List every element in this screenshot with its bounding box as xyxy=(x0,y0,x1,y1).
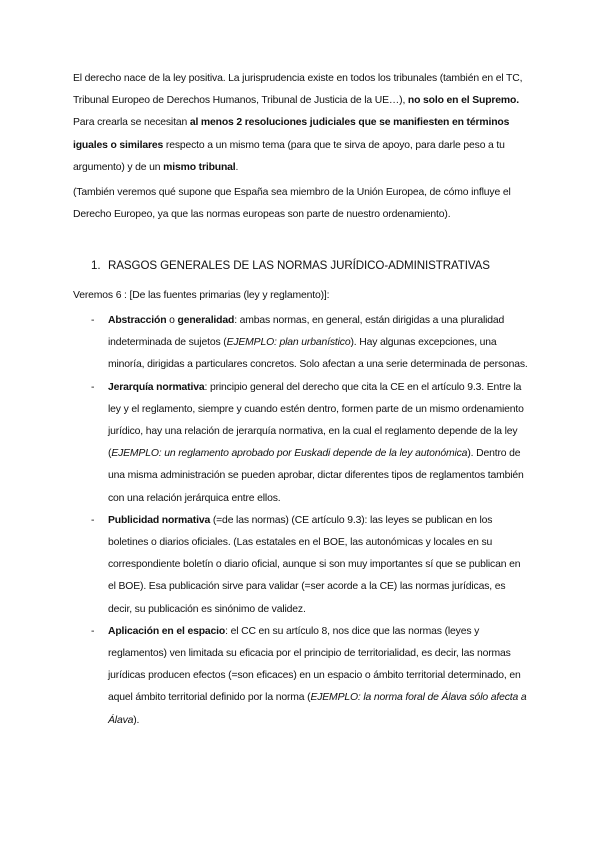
list-intro: Veremos 6 : [De las fuentes primarias (ley y reglamento)]: xyxy=(73,290,330,301)
bullet-dash: - xyxy=(91,514,95,526)
bold-run: Publicidad normativa xyxy=(108,514,211,526)
italic-run: EJEMPLO: un reglamento aprobado por Euskadi depende de la ley autonómica xyxy=(111,448,468,460)
bullet-list xyxy=(0,310,600,732)
text-run: respecto a un mismo tema (para que te sirva de apoyo, para darle peso a tu argumento) y de un xyxy=(73,139,505,173)
text-run: o xyxy=(166,315,178,326)
text-run: : principio general del derecho que cita la CE en el artículo 9.3. Entre la ley y el reglamento, siempre y cuando estén dentro, formen parte de un mismo ordenamiento jurídico, hay una relación de jerarquía normativa, en la cual el reglamento depende de la ley ( xyxy=(108,381,524,460)
text-run: . xyxy=(235,161,239,173)
bold-run: Abstracción xyxy=(108,315,167,326)
bold-run: mismo tribunal xyxy=(163,161,236,173)
italic-run: EJEMPLO: plan urbanístico xyxy=(226,337,351,349)
bullet-dash: - xyxy=(91,315,95,326)
paragraph-union-europea: (También veremos qué supone que España sea miembro de la Unión Europea, de cómo influye el Derecho Europeo, ya que las normas europeas son parte de nuestro ordenamiento). xyxy=(73,187,511,221)
section-number: 1. xyxy=(91,259,101,272)
list-item xyxy=(0,310,600,377)
text-run: : el CC en su artículo 8, nos dice que las normas (leyes y reglamentos) ven limitada su eficacia por el principio de territorialidad, es decir, las normas jurídicas producen efectos (=son eficaces) en un espacio o ámbito territorial determinado, en aquel ámbito territorial definido por la norma ( xyxy=(108,625,521,704)
list-item xyxy=(0,510,600,621)
list-item-text xyxy=(108,310,530,377)
bold-run: Aplicación en el espacio xyxy=(108,625,226,637)
text-run: El derecho nace de la ley positiva. La jurisprudencia existe en todos los tribunales (también en el TC, Tribunal Europeo de Derechos Humanos, Tribunal de Justicia de la UE…), xyxy=(73,73,523,107)
bullet-dash: - xyxy=(91,625,95,637)
text-run: ). Hay algunas excepciones, una minoría, dirigidas a particulares concretos. Solo afectan a una serie determinada de personas. xyxy=(108,337,528,371)
text-run: Para crearla se necesitan xyxy=(73,117,190,129)
text-run: (=de las normas) (CE artículo 9.3): las leyes se publican en los boletines o diarios oficiales. (Las estatales en el BOE, las autonómicas y locales en su correspondiente boletín o diario oficial, aunque si son muy importantes sí que se publican en el BOE). Esa publicación sirve para validar (=ser acorde a la CE) las normas jurídicas, es decir, su publicación es sinónimo de validez. xyxy=(108,514,521,615)
text-run: ). Dentro de una misma administración se pueden aprobar, dictar diferentes tipos de reglamentos también con una relación jerárquica entre ellos. xyxy=(108,448,524,504)
paragraph-jurisprudencia xyxy=(73,68,535,179)
bold-run: generalidad xyxy=(177,315,235,326)
text-run: : ambas normas, en general, están dirigidas a una pluralidad indeterminada de sujetos ( xyxy=(108,315,505,349)
list-item-text xyxy=(108,621,530,732)
section-heading xyxy=(91,259,551,272)
bold-run: Jerarquía normativa xyxy=(108,381,205,393)
italic-run: EJEMPLO: la norma foral de Álava sólo afecta a Álava xyxy=(108,692,527,726)
list-item xyxy=(0,377,600,510)
bullet-dash: - xyxy=(91,381,95,393)
list-item-text xyxy=(108,510,530,621)
bold-run: al menos 2 resoluciones judiciales que se manifiesten en términos iguales o similares xyxy=(73,117,510,151)
list-item-text xyxy=(108,377,530,510)
list-item xyxy=(0,621,600,732)
text-run: ). xyxy=(133,714,140,726)
bold-run: no solo en el Supremo. xyxy=(407,95,519,107)
section-title: RASGOS GENERALES DE LAS NORMAS JURÍDICO-ADMINISTRATIVAS xyxy=(108,259,490,272)
